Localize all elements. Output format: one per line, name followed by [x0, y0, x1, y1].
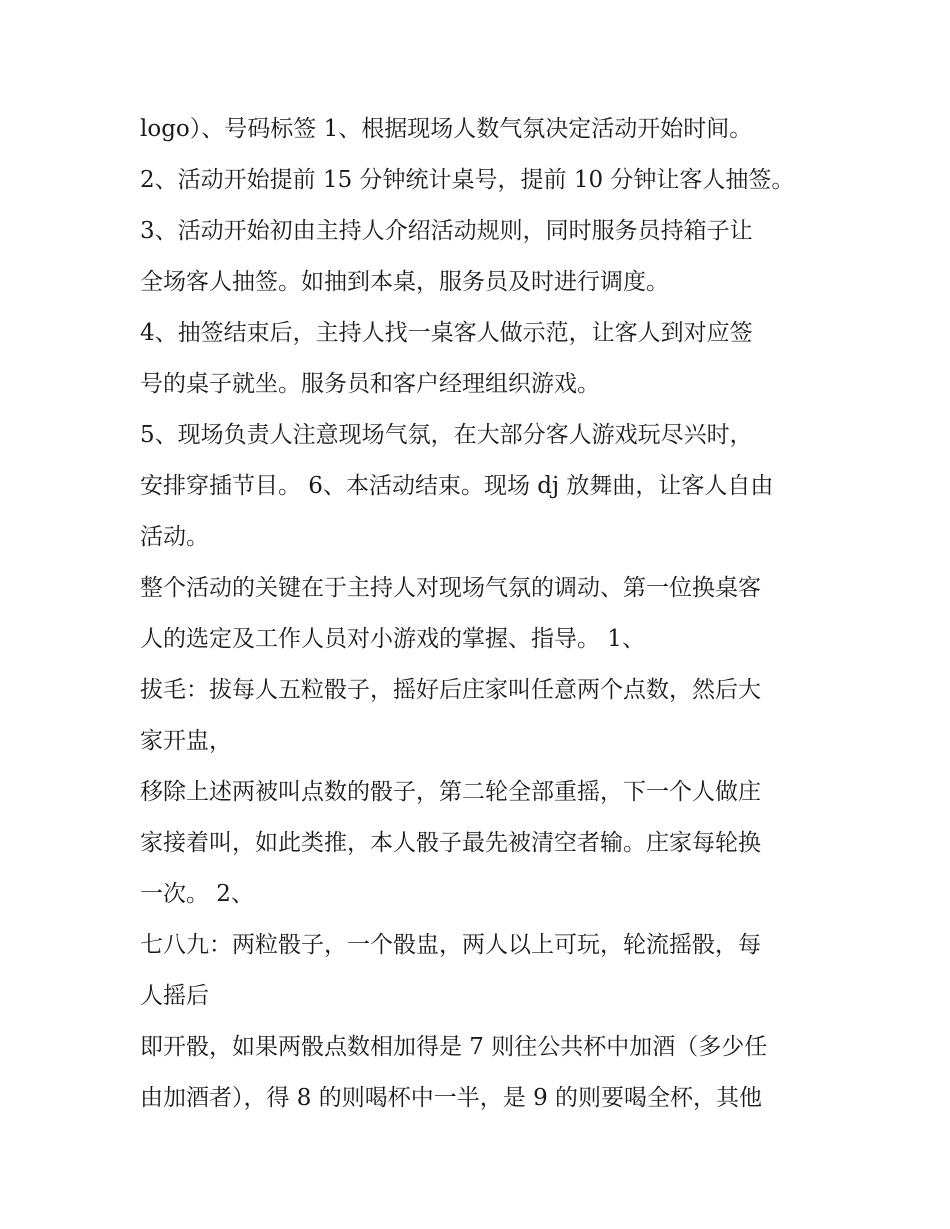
- text-line: 移除上述两被叫点数的骰子，第二轮全部重摇，下一个人做庄: [140, 779, 761, 805]
- text-line: 一次。 2、: [140, 881, 254, 907]
- text-line: 人的选定及工作人员对小游戏的掌握、指导。 1、: [140, 626, 645, 652]
- text-line: 5、现场负责人注意现场气氛，在大部分客人游戏玩尽兴时，: [140, 422, 753, 448]
- document-body: [140, 104, 820, 1124]
- text-line: 安排穿插节目。 6、本活动结束。现场 dj 放舞曲，让客人自由: [140, 473, 774, 499]
- text-line: 号的桌子就坐。服务员和客户经理组织游戏。: [140, 371, 600, 397]
- text-line: logo）、号码标签 1、根据现场人数气氛决定活动开始时间。: [140, 116, 753, 142]
- text-line: 全场客人抽签。如抽到本桌，服务员及时进行调度。: [140, 269, 669, 295]
- text-line: 2、活动开始提前 15 分钟统计桌号，提前 10 分钟让客人抽签。: [140, 167, 795, 193]
- text-line: 由加酒者），得 8 的则喝杯中一半，是 9 的则要喝全杯，其他: [140, 1085, 763, 1111]
- text-line: 即开骰，如果两骰点数相加得是 7 则往公共杯中加酒（多少任: [140, 1034, 768, 1060]
- text-line: 人摇后: [140, 983, 209, 1009]
- text-line: 家接着叫，如此类推，本人骰子最先被清空者输。庄家每轮换: [140, 830, 761, 856]
- text-line: 拔毛：拔每人五粒骰子，摇好后庄家叫任意两个点数，然后大: [140, 677, 761, 703]
- text-line: 活动。: [140, 524, 209, 550]
- text-line: 3、活动开始初由主持人介绍活动规则，同时服务员持箱子让: [140, 218, 753, 244]
- text-line: 整个活动的关键在于主持人对现场气氛的调动、第一位换桌客: [140, 575, 761, 601]
- text-line: 家开盅，: [140, 728, 232, 754]
- text-line: 七八九：两粒骰子，一个骰盅，两人以上可玩，轮流摇骰，每: [140, 932, 761, 958]
- text-line: 4、抽签结束后，主持人找一桌客人做示范，让客人到对应签: [140, 320, 753, 346]
